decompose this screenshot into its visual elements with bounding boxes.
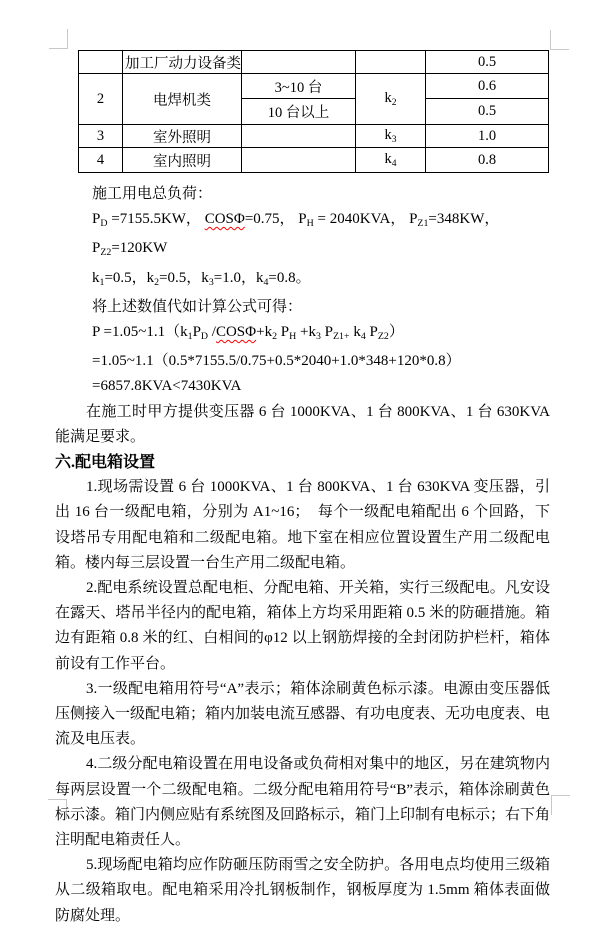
formula-line-calc-result: =6857.8KVA<7430KVA — [92, 378, 242, 395]
cell-coefficient-symbol: $k_4$ — [356, 148, 426, 173]
cell-category: 室内照明 — [123, 148, 242, 173]
cell-coefficient-symbol — [356, 51, 426, 74]
paragraph-5: 5.现场配电箱均应作防砸压防雨雪之安全防护。各用电点均使用三级箱从二级箱取电。配电箱采用冷扎钢板制作，钢板厚度为 1.5mm 箱体表面做防腐处理。 — [55, 857, 550, 924]
cell-coefficient-value: 0.8 — [426, 148, 549, 173]
table-row — [79, 125, 549, 148]
formula-line-calc-step: =1.05~1.1（0.5*7155.5/0.75+0.5*2040+1.0*348+120*0.8） — [92, 353, 461, 370]
paragraph-4: 4.二级分配电箱设置在用电设备或负荷相对集中的地区，另在建筑物内每两层设置一个二级配电箱。二级分配电箱用符号“B”表示，箱体涂刷黄色标示漆。箱门内侧应贴有系统图及回路标示，箱门上印制有电标示；右下角注明配电箱责任人。 — [55, 756, 551, 848]
paragraph-3: 3.一级配电箱用符号“A”表示；箱体涂刷黄色标示漆。电源由变压器低压侧接入一级配电箱；箱内加装电流互感器、有功电度表、无功电度表、电流及电压表。 — [55, 680, 551, 748]
cell-coefficient-value: 1.0 — [426, 125, 549, 148]
cell-sub-range — [242, 148, 356, 173]
table-row — [79, 148, 549, 173]
cell-sub-range — [242, 51, 356, 74]
text-boundary-mark-bottom-right — [551, 795, 570, 815]
load-coefficient-table — [78, 50, 549, 173]
cell-coefficient-value: 0.5 — [426, 51, 549, 74]
paragraph-1: 1.现场需设置 6 台 1000KVA、1 台 800KVA、1 台 630KVA 变压器，引出 16 台一级配电箱，分别为 A1~16； 每个一级配电箱配出 6 个回路，下设塔吊专用配电箱和二级配电箱。地下室在相应位置设置生产用二级配电箱。楼内每三层设置一台生产用二级配电箱。 — [55, 479, 550, 571]
total-load-label: 施工用电总负荷： — [92, 186, 213, 202]
cell-coefficient-value: 0.5 — [426, 99, 549, 125]
formula-line-values: $P_D =7155.5KW$， COSΦ=0.75， $P_H = 2040KVA$， $P_{Z1}=348KW$，$P_{Z2}=120KW$ — [92, 211, 500, 259]
cell-row-number: 2 — [79, 74, 123, 125]
substitute-label: 将上述数值代如计算公式可得： — [92, 298, 303, 315]
text-boundary-mark-top-left — [49, 29, 68, 49]
cell-row-number — [79, 51, 123, 74]
formula-line-main: $P =1.05\sim 1.1(k_1P_D$ $/COS\Phi+k_2$ $P_H +k_3$ $P_{Z1+}$ $k_4$ $P_{Z2}$） — [92, 323, 404, 342]
paragraph-conclusion: 在施工时甲方提供变压器 6 台 1000KVA、1 台 800KVA、1 台 630KVA 能满足要求。 — [55, 403, 550, 445]
cell-sub-range — [242, 125, 356, 148]
text-boundary-mark-top-right — [550, 30, 569, 50]
cell-sub-range: 3~10 台 — [242, 74, 356, 99]
formula-line-k-values: $k_1=0.5$，$k_2=0.5$，$k_3=1.0$，$k_4=0.8$。 — [92, 269, 311, 288]
cell-category: 加工厂动力设备类 — [123, 51, 242, 74]
cell-coefficient-value: 0.6 — [426, 74, 549, 99]
cell-coefficient-symbol: $k_3$ — [356, 125, 426, 148]
cell-category: 室外照明 — [123, 125, 242, 148]
document-body — [55, 182, 550, 929]
table-row — [79, 74, 549, 99]
cell-coefficient-symbol: $k_2$ — [356, 74, 426, 125]
table-row — [79, 51, 549, 74]
paragraph-2: 2.配电系统设置总配电柜、分配电箱、开关箱，实行三级配电。凡安设在露天、塔吊半径内的配电箱，箱体上方均采用距箱 0.5 米的防砸措施。箱边有距箱 0.8 米的红、白相间的φ12 以上钢筋焊接的全封闭防护栏杆，箱体前设有工作平台。 — [55, 579, 550, 672]
cell-row-number: 4 — [79, 148, 123, 173]
cell-row-number: 3 — [79, 125, 123, 148]
cell-category: 电焊机类 — [123, 74, 242, 125]
cell-sub-range: 10 台以上 — [242, 99, 356, 125]
section-heading: 六.配电箱设置 — [55, 453, 156, 471]
